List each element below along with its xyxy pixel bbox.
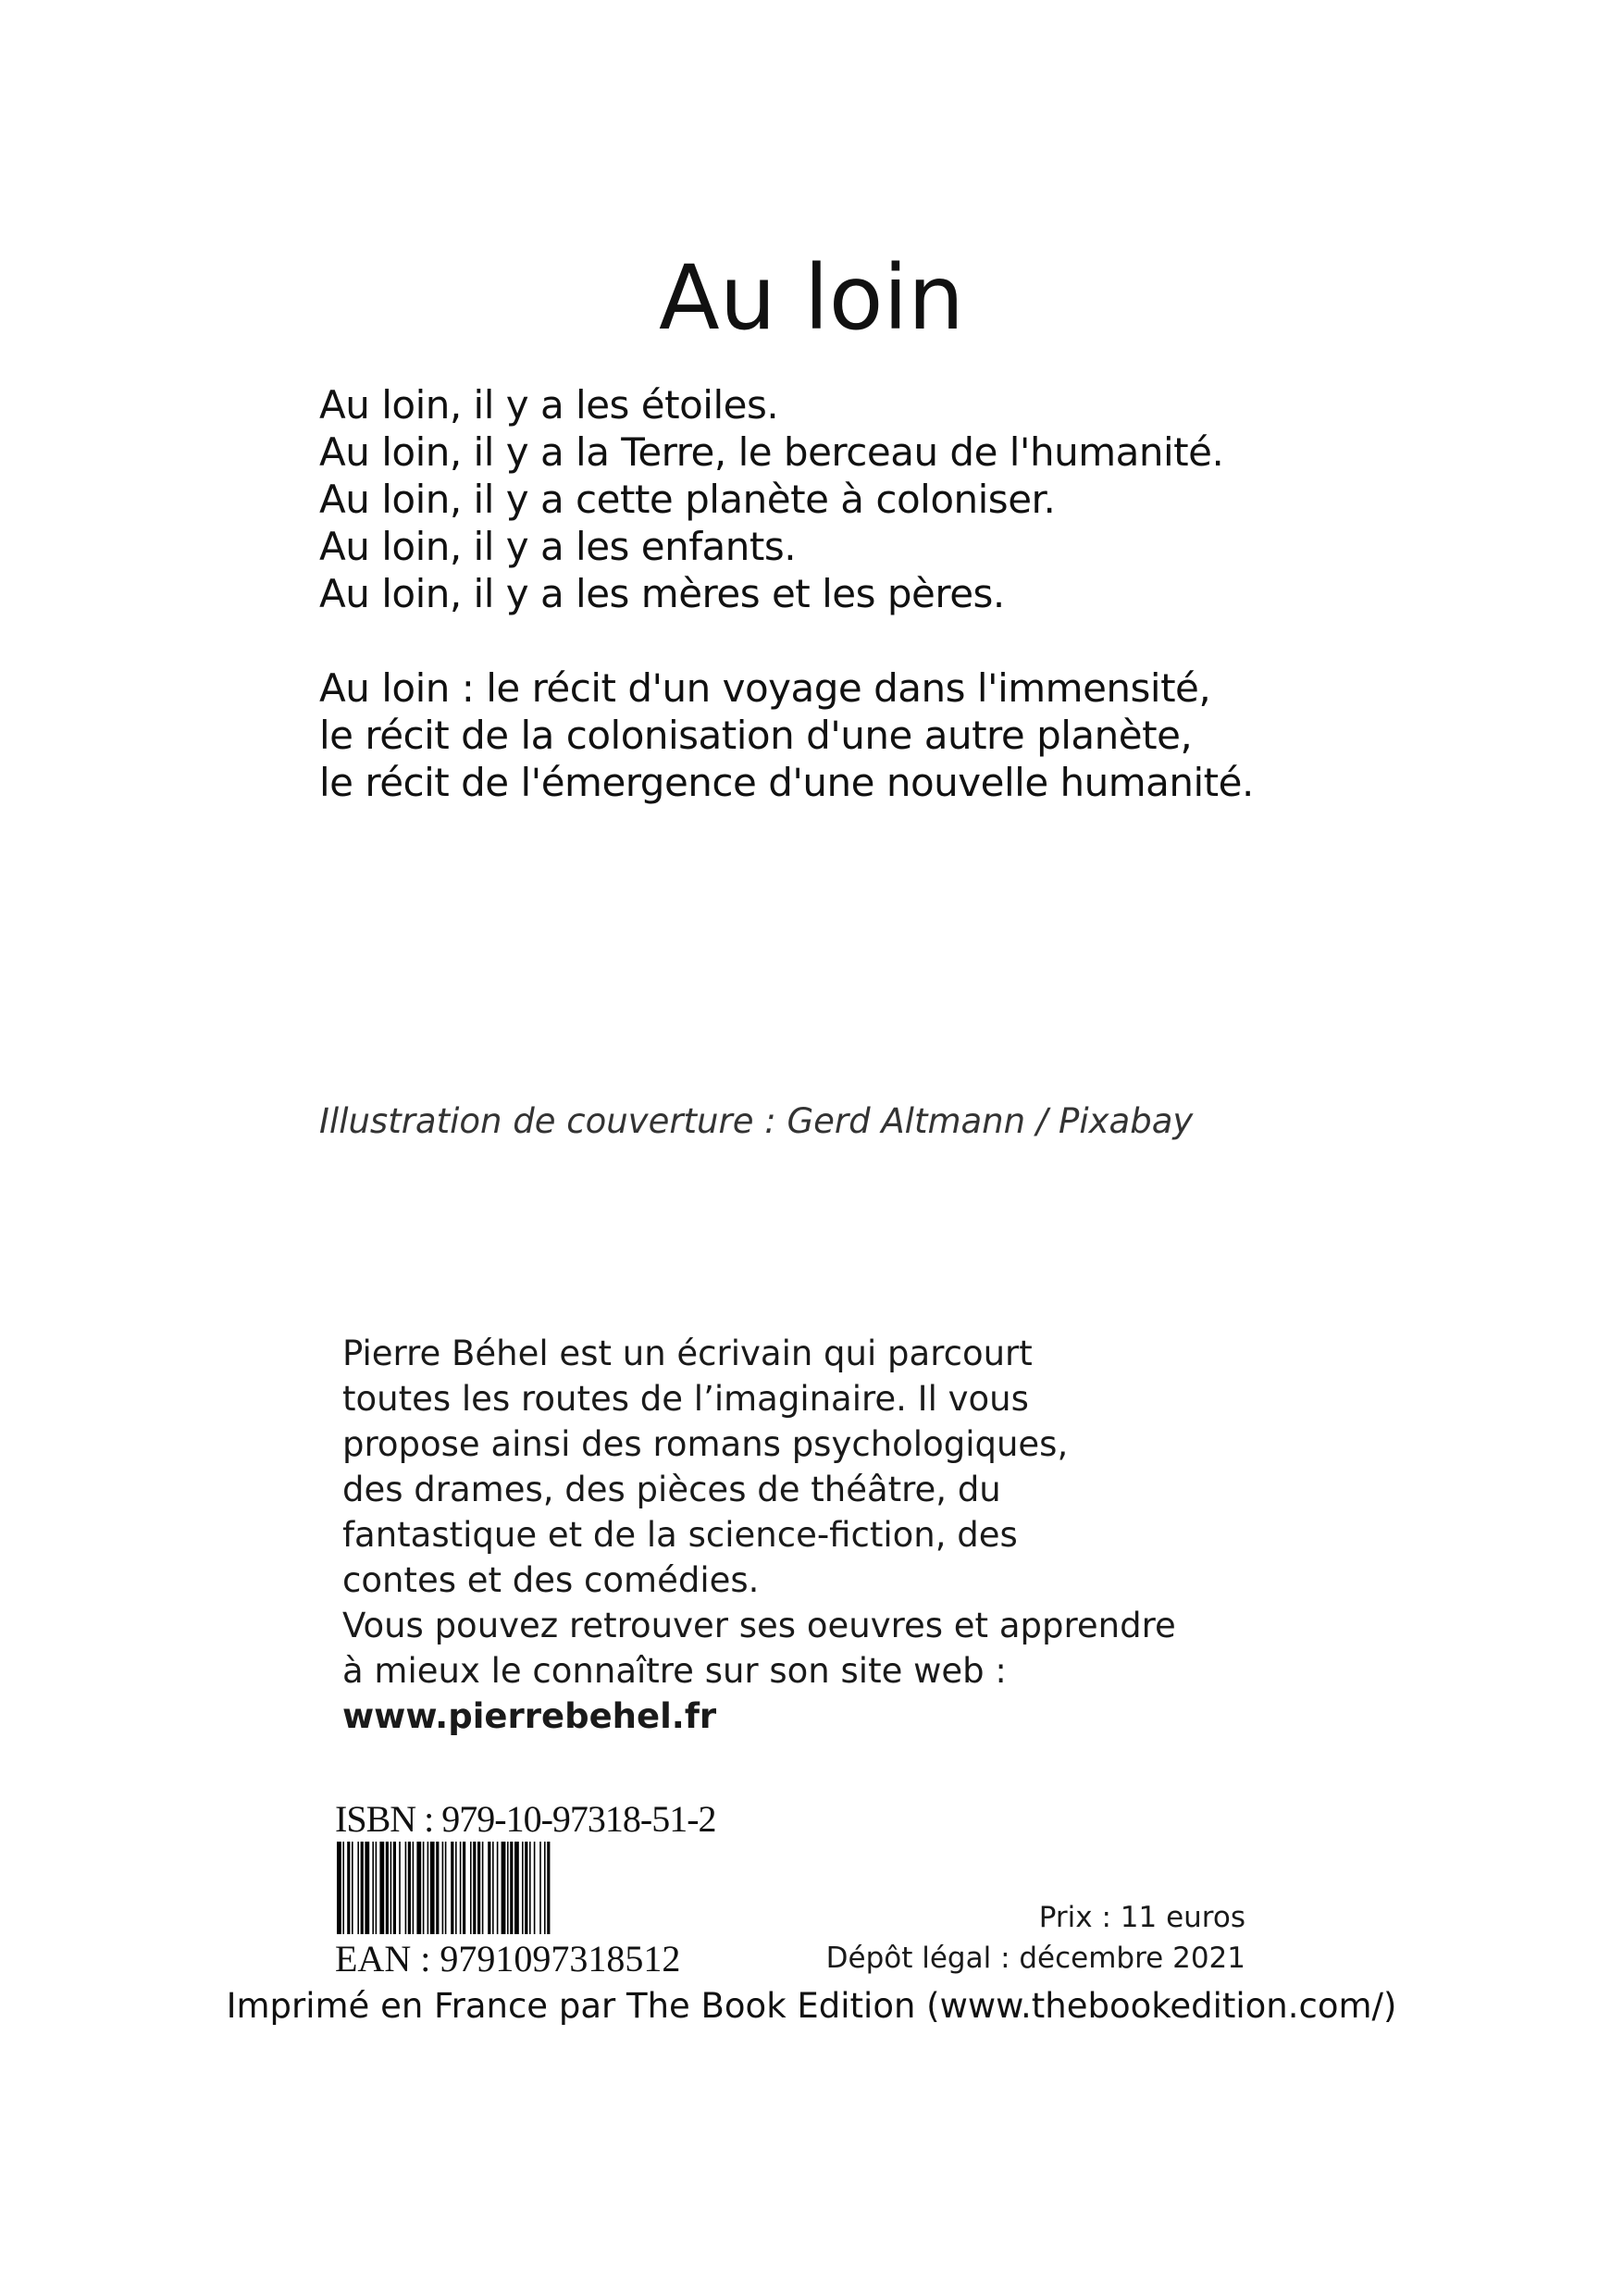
- barcode-bar: [473, 1842, 476, 1934]
- barcode-bar: [477, 1842, 480, 1934]
- barcode-bar: [460, 1842, 462, 1934]
- barcode-bar: [492, 1842, 494, 1934]
- blurb-line: Au loin, il y a les mères et les pères.: [319, 571, 1005, 616]
- price-label: Prix : 11 euros: [1038, 1901, 1245, 1934]
- barcode-bar: [352, 1842, 353, 1934]
- barcode-bar: [342, 1842, 344, 1934]
- author-bio: [342, 1331, 1268, 1739]
- barcode-bar: [442, 1842, 444, 1934]
- barcode-bar: [539, 1842, 541, 1934]
- barcode-bar: [413, 1842, 415, 1934]
- bio-line: à mieux le connaître sur son site web :: [342, 1651, 1007, 1691]
- bio-line: toutes les routes de l’imaginaire. Il vous: [342, 1379, 1029, 1419]
- barcode-bar: [525, 1842, 527, 1934]
- barcode-bar: [445, 1842, 447, 1934]
- blurb-line: Au loin, il y a les enfants.: [319, 524, 797, 569]
- paragraph-gap: [319, 617, 1522, 664]
- barcode-bar: [390, 1842, 392, 1934]
- barcode-bar: [463, 1842, 465, 1934]
- bio-line: Vous pouvez retrouver ses oeuvres et apprendre: [342, 1606, 1176, 1645]
- illustration-credit: Illustration de couverture : Gerd Altmann / Pixabay: [319, 1101, 1194, 1141]
- barcode-bar: [361, 1842, 364, 1934]
- barcode-bar: [416, 1842, 421, 1934]
- barcode-bar: [430, 1842, 435, 1934]
- summary-line: le récit de la colonisation d'une autre planète,: [319, 713, 1193, 758]
- barcode-bar: [482, 1842, 484, 1934]
- barcode-bar: [514, 1842, 519, 1934]
- barcode-bar: [427, 1842, 429, 1934]
- bio-line: fantastique et de la science-fiction, des: [342, 1515, 1018, 1555]
- isbn-number: ISBN : 979-10-97318-51-2: [335, 1798, 716, 1840]
- barcode-bar: [337, 1842, 341, 1934]
- legal-deposit-label: Dépôt légal : décembre 2021: [825, 1942, 1245, 1975]
- barcode-bar: [547, 1842, 550, 1934]
- barcode-bar: [502, 1842, 506, 1934]
- printer-notice: Imprimé en France par The Book Edition (www.thebookedition.com/): [226, 1986, 1397, 2026]
- barcode-bar: [455, 1842, 457, 1934]
- blurb-line: Au loin, il y a les étoiles.: [319, 382, 779, 428]
- barcode-bar: [408, 1842, 411, 1934]
- barcode-bar: [510, 1842, 513, 1934]
- barcode-bar: [386, 1842, 389, 1934]
- back-cover-blurb: [319, 381, 1522, 806]
- barcode-bar: [544, 1842, 546, 1934]
- summary-line: le récit de l'émergence d'une nouvelle humanité.: [319, 760, 1254, 805]
- barcode-bar: [507, 1842, 509, 1934]
- barcode-bar: [534, 1842, 536, 1934]
- barcode-bar: [372, 1842, 374, 1934]
- barcode-bar: [488, 1842, 490, 1934]
- bio-line: des drames, des pièces de théâtre, du: [342, 1470, 1001, 1509]
- ean-number: EAN : 9791097318512: [335, 1938, 681, 1980]
- barcode-bar: [357, 1842, 359, 1934]
- blurb-line: Au loin, il y a cette planète à coloniser.: [319, 477, 1056, 522]
- barcode-bar: [405, 1842, 407, 1934]
- barcode-bar: [470, 1842, 472, 1934]
- barcode-bar: [347, 1842, 350, 1934]
- barcode-bar: [497, 1842, 499, 1934]
- author-website-link[interactable]: www.pierrebehel.fr: [342, 1696, 717, 1736]
- barcode-bar: [376, 1842, 378, 1934]
- barcode-bar: [529, 1842, 531, 1934]
- barcode-bar: [365, 1842, 369, 1934]
- barcode-bar: [423, 1842, 425, 1934]
- blurb-line: Au loin, il y a la Terre, le berceau de l'humanité.: [319, 429, 1224, 475]
- barcode-bar: [522, 1842, 524, 1934]
- barcode-bar: [379, 1842, 384, 1934]
- barcode-bar: [399, 1842, 401, 1934]
- barcode-bar: [451, 1842, 453, 1934]
- bio-line: contes et des comédies.: [342, 1560, 760, 1600]
- bio-line: propose ainsi des romans psychologiques,: [342, 1424, 1069, 1464]
- bio-line: Pierre Béhel est un écrivain qui parcourt: [342, 1334, 1033, 1373]
- summary-line: Au loin : le récit d'un voyage dans l'immensité,: [319, 665, 1211, 711]
- price-and-legal-block: [826, 1897, 1245, 1979]
- book-title: Au loin: [659, 246, 964, 350]
- barcode-image: [337, 1842, 637, 1934]
- barcode-bar: [393, 1842, 396, 1934]
- barcode-bar: [436, 1842, 439, 1934]
